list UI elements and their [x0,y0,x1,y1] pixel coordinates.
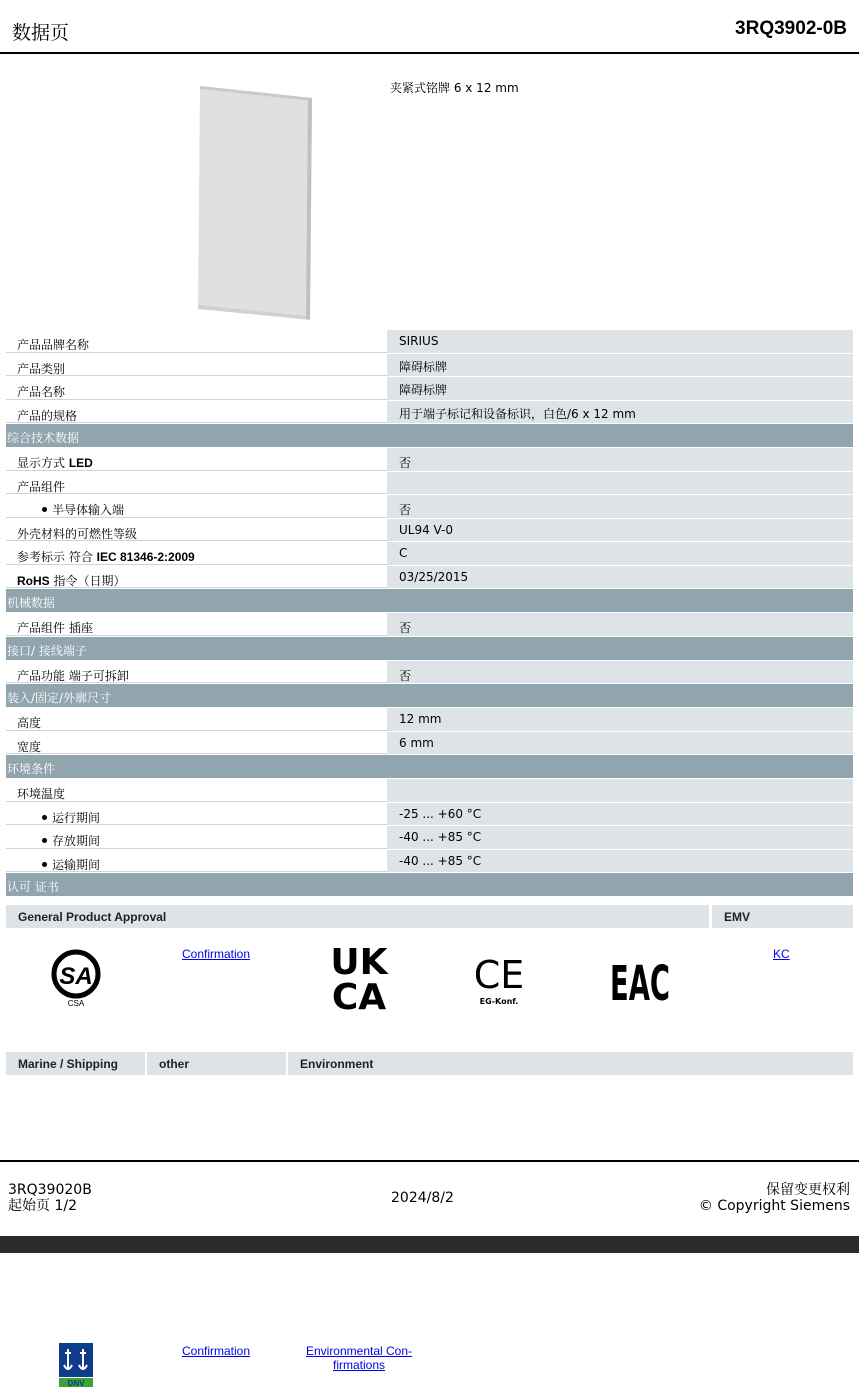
dnv-icon [59,1343,93,1387]
section-mounting: 装入/固定/外廓尺寸 [6,684,853,708]
csa-icon [50,946,104,1010]
svg-text:DNV: DNV [67,1379,85,1387]
spec-label: 运输期间 [6,850,387,873]
ukca-icon [326,942,392,1018]
spec-row-transport [6,850,853,874]
spec-row-semiconductor [6,495,853,519]
spec-value: -40 ... +85 °C [387,826,853,849]
section-ambient: 环境条件 [6,755,853,779]
spec-value: 否 [387,495,853,518]
section-mechanical: 机械数据 [6,589,853,613]
page-separator [0,1236,859,1253]
spec-value: 否 [387,661,853,684]
page-number: 起始页 1/2 [8,1198,77,1214]
spec-label: 运行期间 [6,803,387,826]
spec-label: 显示方式 LED [6,448,387,471]
bullet-icon [42,862,47,867]
bullet-icon [42,815,47,820]
spec-label: 产品类别 [6,354,387,377]
spec-label: 存放期间 [6,826,387,849]
eac-icon [608,948,672,1012]
spec-label: 外壳材料的可燃性等级 [6,519,387,542]
page-footer [0,1160,859,1236]
emv-header: EMV [712,905,853,928]
spec-value: 03/25/2015 [387,566,853,589]
spec-value: 障碍标牌 [387,377,853,400]
bullet-icon [42,838,47,843]
spec-value: -25 ... +60 °C [387,803,853,826]
spec-label: 产品的规格 [6,401,387,424]
spec-label: RoHS 指令（日期） [6,566,387,589]
spec-row-temperature [6,779,853,803]
footer-left [8,1182,92,1214]
spec-row-brand [6,330,853,354]
spec-row-name [6,377,853,401]
spec-table [6,330,853,897]
spec-value: 12 mm [387,708,853,731]
rights-reserved: 保留变更权利 [766,1182,850,1198]
environment-header: Environment [288,1052,853,1075]
copyright: © Copyright Siemens [698,1198,850,1214]
svg-text:SA: SA [59,963,93,990]
spec-row-height [6,708,853,732]
order-number: 3RQ39020B [8,1182,92,1198]
spec-label: 产品组件 [6,472,387,495]
spec-value: 否 [387,448,853,471]
svg-text:UK: UK [330,942,388,983]
spec-label: 宽度 [6,732,387,755]
spec-row-component [6,472,853,496]
spec-row-storage [6,826,853,850]
environmental-confirmations-link[interactable]: Environmental Con- firmations [305,1344,413,1372]
spec-row-flammability [6,519,853,543]
footer-right [699,1182,850,1214]
spec-row-socket [6,613,853,637]
spec-value: C [387,542,853,565]
spec-value: UL94 V-0 [387,519,853,542]
spec-label: 产品名称 [6,377,387,400]
spec-value: 6 mm [387,732,853,755]
spec-value [387,779,853,802]
marine-header: Marine / Shipping [6,1052,145,1075]
spec-value: -40 ... +85 °C [387,850,853,873]
other-approval-header [6,1052,853,1075]
section-interface: 接口/ 接线端子 [6,637,853,661]
bullet-icon [42,507,47,512]
product-description: 夹紧式铭牌 6 x 12 mm [390,81,519,95]
ce-icon [470,950,530,1008]
spec-label: 产品品牌名称 [6,330,387,353]
approval-header [6,905,853,928]
spec-label: 半导体输入端 [6,495,387,518]
csa-confirmation-link[interactable]: Confirmation [182,947,251,961]
spec-label: 参考标示 符合 IEC 81346-2:2009 [6,542,387,565]
page-title: 数据页 [12,22,70,44]
spec-label: 高度 [6,708,387,731]
spec-row-operation [6,803,853,827]
spec-row-refdes [6,542,853,566]
svg-text:EG-Konf.: EG-Konf. [479,997,519,1006]
svg-text:EAC: EAC [610,956,670,1012]
general-approval-header: General Product Approval [6,905,709,928]
marine-confirmation-link[interactable]: Confirmation [182,1344,251,1358]
kc-link[interactable]: KC [773,947,790,961]
spec-label: 产品组件 插座 [6,613,387,636]
svg-text:CA: CA [331,977,387,1018]
product-code: 3RQ3902-0B [735,18,847,39]
spec-row-detachable [6,661,853,685]
svg-text:CE: CE [473,953,525,997]
other-header: other [147,1052,286,1075]
spec-row-spec [6,401,853,425]
section-approvals: 认可 证书 [6,873,853,897]
footer-date: 2024/8/2 [391,1190,454,1206]
section-general: 综合技术数据 [6,424,853,448]
svg-text:CSA: CSA [67,999,85,1008]
spec-value [387,472,853,495]
spec-label: 产品功能 端子可拆卸 [6,661,387,684]
spec-row-rohs [6,566,853,590]
spec-value: SIRIUS [387,330,853,353]
spec-value: 否 [387,613,853,636]
spec-label: 环境温度 [6,779,387,802]
spec-value: 用于端子标记和设备标识，白色/6 x 12 mm [387,401,853,424]
spec-value: 障碍标牌 [387,354,853,377]
spec-row-width [6,732,853,756]
page-header [0,0,859,54]
spec-row-category [6,354,853,378]
product-image [196,83,314,321]
spec-row-led [6,448,853,472]
